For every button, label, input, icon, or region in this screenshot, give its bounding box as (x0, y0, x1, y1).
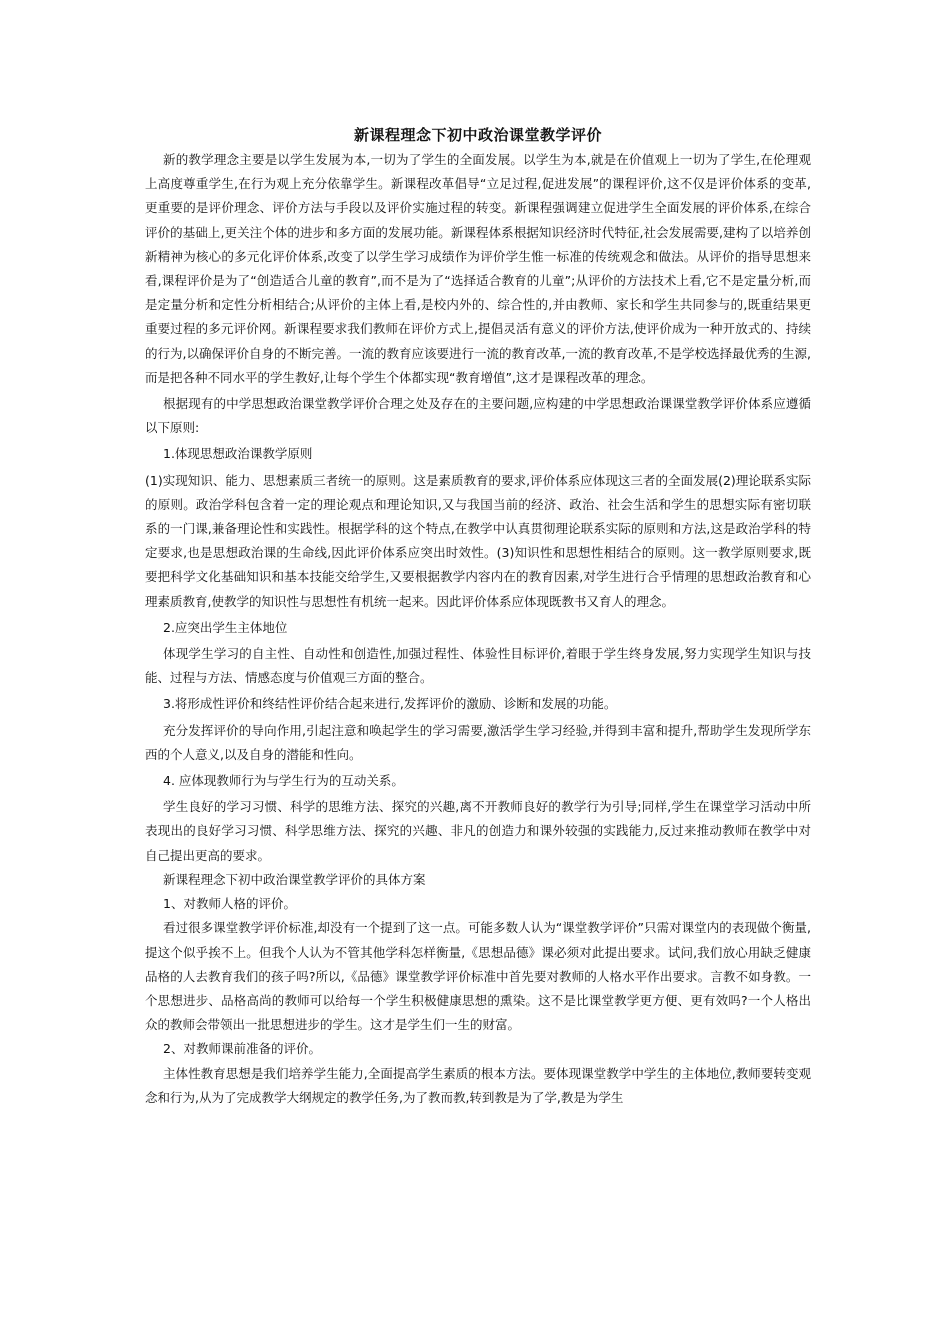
paragraph-principle-2-body: 体现学生学习的自主性、自动性和创造性,加强过程性、体验性目标评价,着眼于学生终身发展,努力实现学生知识与技能、过程与方法、情感态度与价值观三方面的整合。 (145, 646, 811, 686)
heading-principle-1: 1.体现思想政治课教学原则 (163, 446, 313, 462)
paragraph-principles-lead: 根据现有的中学思想政治课堂教学评价合理之处及存在的主要问题,应构建的中学思想政治课课堂教学评价体系应遵循以下原则: (145, 396, 811, 436)
document-title: 新课程理念下初中政治课堂教学评价 (353, 126, 602, 144)
heading-plan: 新课程理念下初中政治课堂教学评价的具体方案 (163, 871, 426, 887)
heading-plan-item-1: 1、对教师人格的评价。 (163, 896, 296, 912)
paragraph-plan-item-2-body: 主体性教育思想是我们培养学生能力,全面提高学生素质的根本方法。要体现课堂教学中学生的主体地位,教师要转变观念和行为,从为了完成教学大纲规定的教学任务,为了教而教,转到教是为了学,教是为学生 (145, 1065, 811, 1105)
document-page (145, 124, 811, 1110)
heading-principle-2: 2.应突出学生主体地位 (163, 619, 288, 635)
heading-plan-item-2: 2、对教师课前准备的评价。 (163, 1041, 321, 1057)
paragraph-principle-1-body: (1)实现知识、能力、思想素质三者统一的原则。这是素质教育的要求,评价体系应体现这三者的全面发展(2)理论联系实际的原则。政治学科包含着一定的理论观点和理论知识,又与我国当前的经济、政治、社会生活和学生的思想实际有密切联系的一门课,兼备理论性和实践性。根据学科的这个特点,在教学中认真贯彻理论联系实际的原则和方法,这是政治学科的特定要求,也是思想政治课的生命线,因此评价体系应突出时效性。(3)知识性和思想性相结合的原则。这一教学原则要求,既要把科学文化基础知识和基本技能交给学生,又要根据教学内容内在的教育因素,对学生进行合乎情理的思想政治教育和心理素质教育,使教学的知识性与思想性有机统一起来。因此评价体系应体现既教书又育人的理念。 (145, 472, 811, 609)
paragraph-principle-3-body: 充分发挥评价的导向作用,引起注意和唤起学生的学习需要,激活学生学习经验,并得到丰富和提升,帮助学生发现所学东西的个人意义,以及自身的潜能和性向。 (145, 722, 811, 762)
paragraph-intro: 新的教学理念主要是以学生发展为本,一切为了学生的全面发展。以学生为本,就是在价值观上一切为了学生,在伦理观上高度尊重学生,在行为观上充分依靠学生。新课程改革倡导“立足过程,促进发展”的课程评价,这不仅是评价体系的变革,更重要的是评价理念、评价方法与手段以及评价实施过程的转变。新课程强调建立促进学生全面发展的评价体系,在综合评价的基础上,更关注个体的进步和多方面的发展功能。新课程体系根据知识经济时代特征,社会发展需要,建构了以培养创新精神为核心的多元化评价体系,改变了以学生学习成绩作为评价学生惟一标准的传统观念和做法。从评价的指导思想来看,课程评价是为了“创造适合儿童的教育”,而不是为了“选择适合教育的儿童”;从评价的方法技术上看,它不是定量分析,而是定量分析和定性分析相结合;从评价的主体上看,是校内外的、综合性的,并由教师、家长和学生共同参与的,既重结果更重要过程的多元评价网。新课程要求我们教师在评价方式上,提倡灵活有意义的评价方法,使评价成为一种开放式的、持续的行为,以确保评价自身的不断完善。一流的教育应该要进行一流的教育改革,一流的教育改革,不是学校选择最优秀的生源,而是把各种不同水平的学生教好,让每个学生个体都实现“教育增值”,这才是课程改革的理念。 (145, 152, 811, 385)
paragraph-plan-item-1-body: 看过很多课堂教学评价标准,却没有一个提到了这一点。可能多数人认为“课堂教学评价”只需对课堂内的表现做个衡量,提这个似乎挨不上。但我个人认为不管其他学科怎样衡量,《思想品德》课必须对此提出要求。试问,我们放心用缺乏健康品格的人去教育我们的孩子吗?所以,《品德》课堂教学评价标准中首先要对教师的人格水平作出要求。言教不如身教。一个思想进步、品格高尚的教师可以给每一个学生积极健康思想的熏染。这不是比课堂教学更方便、更有效吗?一个人格出众的教师会带领出一批思想进步的学生。这才是学生们一生的财富。 (145, 920, 811, 1033)
heading-principle-3: 3.将形成性评价和终结性评价结合起来进行,发挥评价的激励、诊断和发展的功能。 (163, 696, 617, 712)
heading-principle-4: 4. 应体现教师行为与学生行为的互动关系。 (163, 773, 404, 789)
paragraph-principle-4-body: 学生良好的学习习惯、科学的思维方法、探究的兴趣,离不开教师良好的教学行为引导;同样,学生在课堂学习活动中所表现出的良好学习习惯、科学思维方法、探究的兴趣、非凡的创造力和课外较强的实践能力,反过来推动教师在教学中对自己提出更高的要求。 (145, 799, 811, 863)
